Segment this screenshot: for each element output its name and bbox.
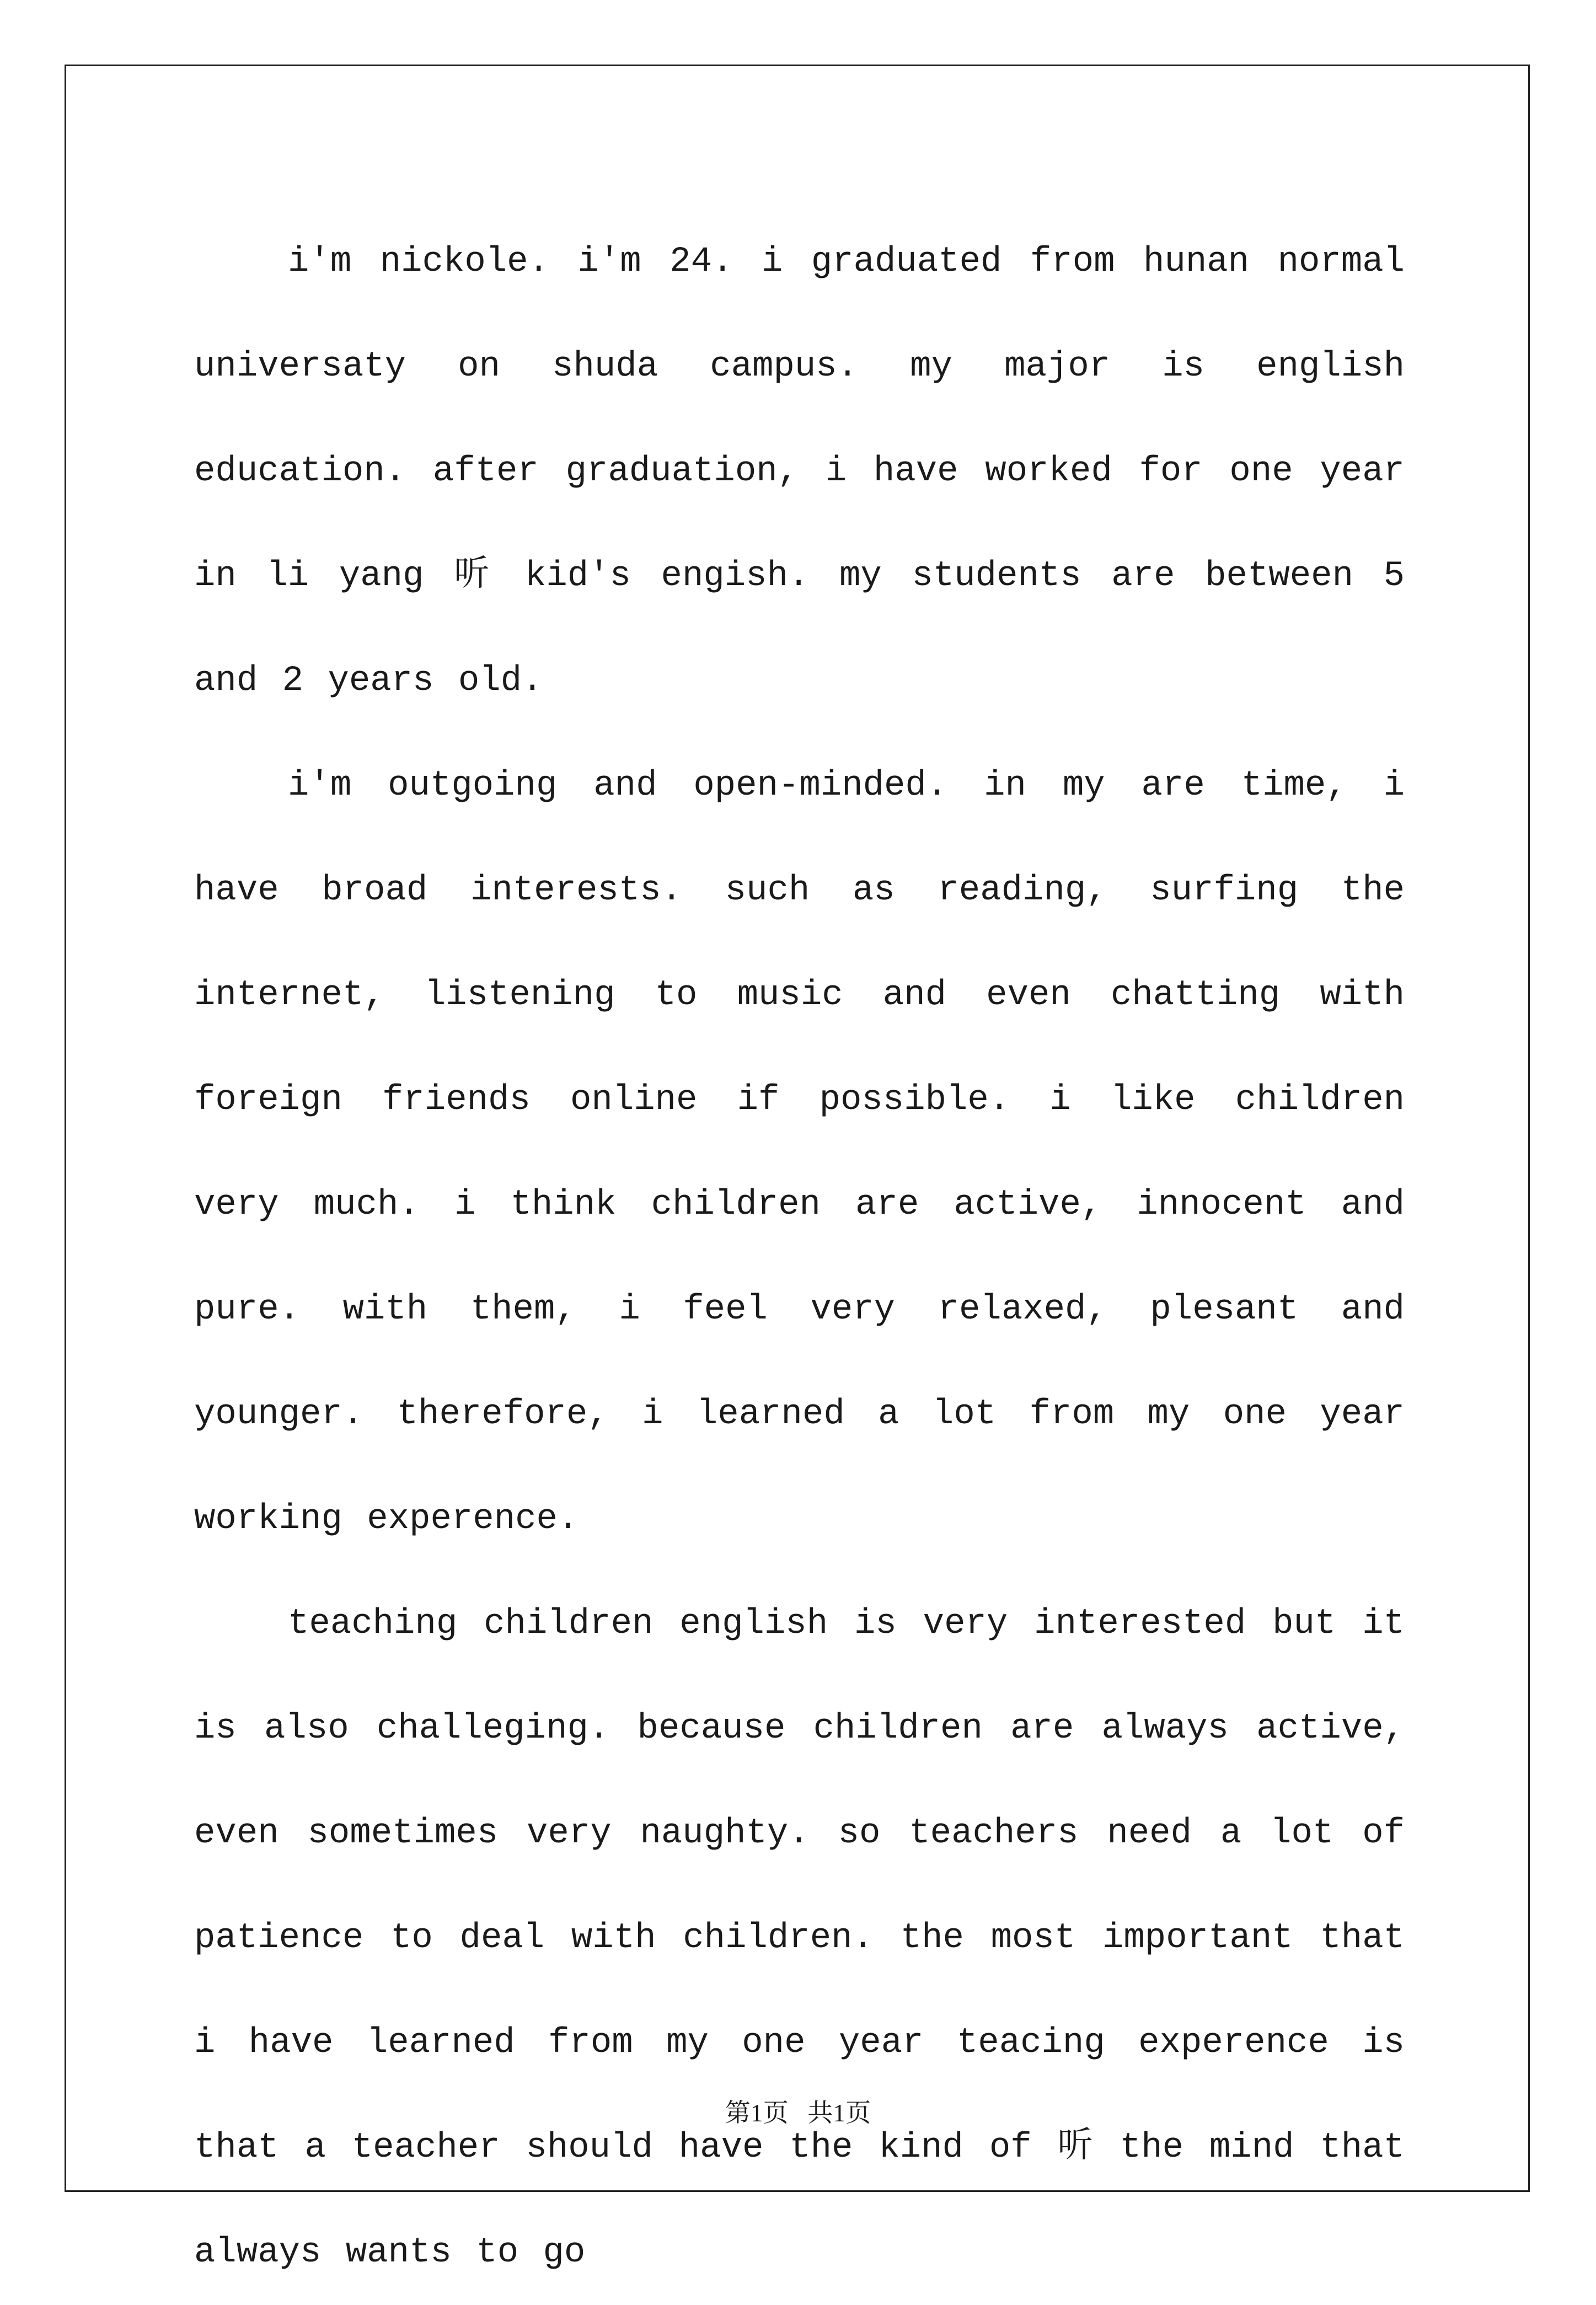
- paragraph-teaching: teaching children english is very interested but it is also challeging. because children are always active, even sometimes very naughty. so teachers need a lot of patience to deal with children. the most important that i have learned from my one year teacing experence is that a teacher should have the kind of 听 the mind that always wants to go: [194, 1604, 1405, 2272]
- page-indicator: 第1页 共1页: [725, 2099, 871, 2127]
- paragraph-intro: i'm nickole. i'm 24. i graduated from hunan normal universaty on shuda campus. my major is english education. after graduation, i have worked for one year in li yang 听 kid's engish. my students are between 5 and 2 years old.: [194, 242, 1405, 701]
- document-body: [194, 210, 1405, 2305]
- paragraph-personality: i'm outgoing and open-minded. in my are time, i have broad interests. such as reading, surfing the internet, listening to music and even chatting with foreign friends online if possible. i like children very much. i think children are active, innocent and pure. with them, i feel very relaxed, plesant and younger. therefore, i learned a lot from my one year working experence.: [194, 766, 1405, 1539]
- page-footer: [0, 2093, 1596, 2129]
